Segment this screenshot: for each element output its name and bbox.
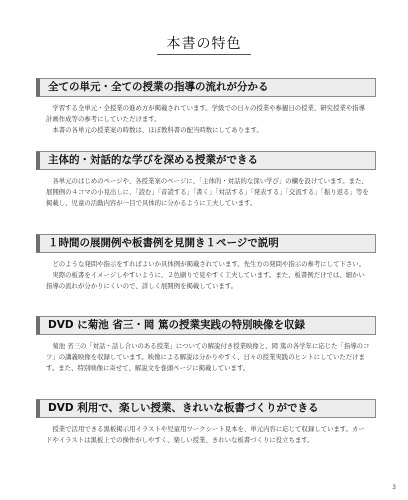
section-body — [36, 259, 376, 291]
section-body — [36, 103, 376, 135]
feature-section-1 — [36, 78, 376, 135]
title-underline — [157, 54, 251, 55]
section-paragraph: 学習する全単元・全授業の進め方が掲載されています。学級での日々の授業や参観日の授業、研究授業や指導計画作成等の参考にしていただけます。 — [46, 104, 366, 123]
section-body — [36, 341, 376, 373]
section-paragraph: 本書の各単元の授業案の時数は、ほぼ教科書の配当時数にしてあります。 — [52, 125, 263, 134]
section-paragraph: 授業で活用できる黒板掲示用イラストや児童用ワークシート見本を、単元内容に応じて収録しています。カードやイラストは黒板上での操作がしやすく、楽しい授業、きれいな板書づくりに役立ちます。 — [46, 425, 365, 444]
section-body — [36, 176, 376, 208]
feature-section-3 — [36, 234, 376, 291]
section-heading: DVD に菊池 省三・岡 篤の授業実践の特別映像を収録 — [36, 316, 376, 335]
feature-section-5 — [36, 399, 376, 446]
section-heading: １時間の展開例や板書例を見開き１ページで説明 — [36, 234, 376, 253]
section-paragraph: 菊池 省三の「対話・話し合いのある授業」についての解説付き授業映像と、岡 篤の各学年に応じた「指導のコツ」の講義映像を収録しています。映像による解説は分かりやすく、日々の授業実践のヒントにしていただけます。また、特別映像に寄せて、解説文を巻頭ページに掲載しています。 — [46, 342, 370, 372]
section-paragraph: 実際の板書をイメージしやすいように、２色刷りで見やすく工夫しています。また、板書例だけでは、細かい指導の流れが分かりにくいので、詳しく展開例を掲載しています。 — [46, 270, 365, 290]
section-body — [36, 424, 376, 446]
section-paragraph: どのような発問や指示をすればよいか具体例が掲載されています。先生方の発問や指示の参考にして下さい。 — [52, 260, 366, 268]
section-heading: 主体的・対話的な学びを深める授業ができる — [36, 151, 376, 170]
page-number: 3 — [392, 484, 396, 491]
section-heading: DVD 利用で、楽しい授業、きれいな板書づくりができる — [36, 399, 376, 418]
section-paragraph: 各単元のはじめのページや、各授業案のページに、「主体的・対話的な深い学び」の欄を設けています。また、展開例の４コマの小見出しに、「読む」「音読する」「書く」「対話する」「発表する」「交流する」「振り返る」等を掲載し、児童の活動内容が一目で具体的に分かるように工夫しています。 — [46, 177, 369, 207]
section-heading: 全ての単元・全ての授業の指導の流れが分かる — [36, 78, 376, 97]
feature-section-2 — [36, 151, 376, 208]
page-title: 本書の特色 — [166, 36, 242, 52]
feature-section-4 — [36, 316, 376, 373]
